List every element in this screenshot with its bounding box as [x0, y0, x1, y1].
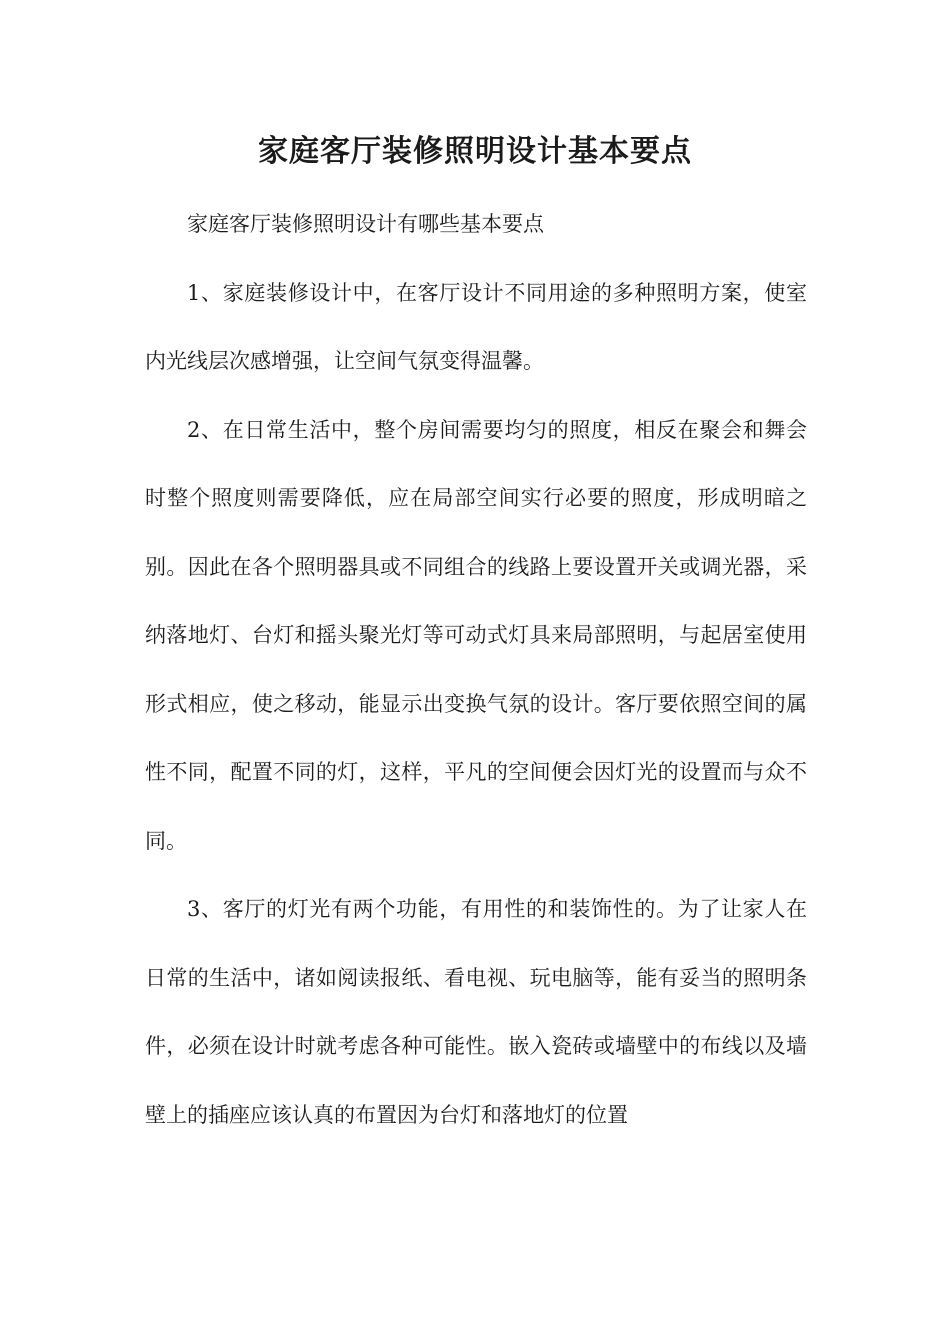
document-body: [145, 190, 807, 1149]
paragraph-2: 2、在日常生活中，整个房间需要均匀的照度，相反在聚会和舞会时整个照度则需要降低，应在局部空间实行必要的照度，形成明暗之别。因此在各个照明器具或不同组合的线路上要设置开关或调光器，采纳落地灯、台灯和摇头聚光灯等可动式灯具来局部照明，与起居室使用形式相应，使之移动，能显示出变换气氛的设计。客厅要依照空间的属性不同，配置不同的灯，这样，平凡的空间便会因灯光的设置而与众不同。: [145, 417, 807, 853]
document-title: 家庭客厅装修照明设计基本要点: [258, 134, 692, 169]
paragraph-intro: 家庭客厅装修照明设计有哪些基本要点: [187, 212, 544, 236]
paragraph-1: 1、家庭装修设计中，在客厅设计不同用途的多种照明方案，使室内光线层次感增强，让空间气氛变得温馨。: [145, 280, 807, 373]
paragraph-3: 3、客厅的灯光有两个功能，有用性的和装饰性的。为了让家人在日常的生活中，诸如阅读报纸、看电视、玩电脑等，能有妥当的照明条件，必须在设计时就考虑各种可能性。嵌入瓷砖或墙壁中的布线以及墙壁上的插座应该认真的布置因为台灯和落地灯的位置: [145, 897, 807, 1127]
